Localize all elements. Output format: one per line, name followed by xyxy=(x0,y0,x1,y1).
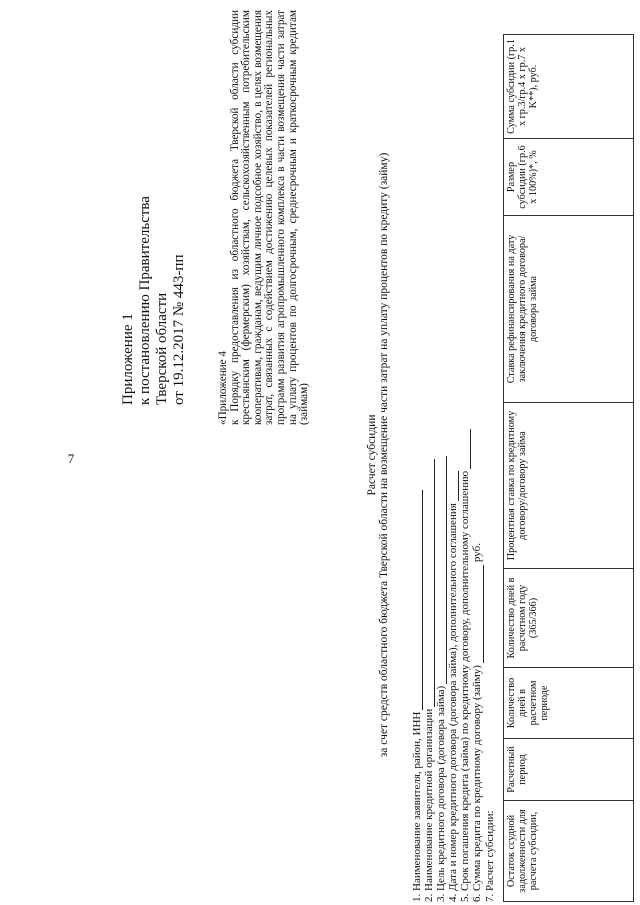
field-label: 6. Сумма кредита по кредитному договору (займу) xyxy=(471,665,484,902)
field-input-line[interactable] xyxy=(461,429,471,469)
field-label: 7. Расчет субсидии: xyxy=(483,810,496,902)
field-label: 3. Цель кредитного договора (договора займа) xyxy=(435,685,448,902)
field-label: 4. Дата и номер кредитного договора (договора займа), дополнительного соглашения xyxy=(447,503,460,902)
table-header-cell: Размер субсидии (гр.6 х 100%)*, % xyxy=(504,139,634,216)
appendix-4-heading: «Приложение 4 xyxy=(217,350,229,425)
table-header-cell: Процентная ставка по кредитному договору/договору займа xyxy=(504,403,634,569)
field-label: 5. Срок погашения кредита (займа) по кредитному договору, дополнительному соглашению xyxy=(459,470,472,902)
field-input-line[interactable] xyxy=(437,456,447,684)
field-label: 1. Наименование заявителя, район, ИНН xyxy=(411,711,423,902)
appendix-4-header xyxy=(218,10,311,425)
field-input-line[interactable] xyxy=(449,471,459,501)
appendix-1-line: от 19.12.2017 № 443-пп xyxy=(171,254,187,405)
field-input-line[interactable] xyxy=(413,490,423,710)
field-row xyxy=(459,302,471,902)
table-header-cell: Остаток ссудной задолженности для расчета субсидии, xyxy=(504,801,634,902)
appendix-4-text: к Порядку предоставления из областного бюджета Тверской области субсидии крестьянским (фермерским) хозяйствам, сельскохозяйственным потребительским кооперативам, гражданам, ведущим личное подсобное хозяйство, в целях возмещения затрат, связанных с содействием достижению целевых показателей региональных программ развития агропромышленного комплекса в части возмещения части затрат на уплату процентов по долгосрочным, среднесрочным и краткосрочным кредитам (займам) xyxy=(228,10,311,425)
field-row xyxy=(411,302,423,902)
document-title xyxy=(366,105,390,805)
table-header-cell: Расчетный период xyxy=(504,739,634,801)
field-label: 2. Наименование кредитной организации xyxy=(423,708,436,902)
table-header-cell: Ставка рефинансирования на дату заключения кредитного договора/договора займа xyxy=(504,216,634,403)
appendix-1-header xyxy=(120,196,188,405)
table-header-cell: Количество дней в расчетном году (365/366) xyxy=(504,569,634,668)
field-input-line[interactable] xyxy=(474,565,484,663)
field-row xyxy=(423,302,435,902)
field-input-line[interactable] xyxy=(425,459,435,707)
title-line-2: за счет средств областного бюджета Тверской области на возмещение части затрат на уплату процентов по кредиту (займу) xyxy=(378,152,390,758)
table-header-cell: Количество дней в расчетном периоде xyxy=(504,668,634,739)
page-number: 7 xyxy=(67,450,75,466)
field-row xyxy=(484,302,496,902)
field-row xyxy=(471,302,483,902)
table-header-cell: Сумма субсидии (гр.1 х гр.3/гр.4 х гр.7 х K**), руб. xyxy=(504,35,634,139)
appendix-1-line: Тверской области xyxy=(154,292,170,405)
table-header-row xyxy=(504,35,634,902)
form-fields xyxy=(411,302,496,902)
field-suffix: руб. xyxy=(471,543,484,563)
field-row xyxy=(435,302,447,902)
title-line-1: Расчет субсидии xyxy=(366,414,378,496)
appendix-1-line: Приложение 1 xyxy=(120,313,136,405)
subsidy-calculation-table xyxy=(503,34,634,902)
appendix-1-line: к постановлению Правительства xyxy=(137,196,153,405)
field-row xyxy=(447,302,459,902)
